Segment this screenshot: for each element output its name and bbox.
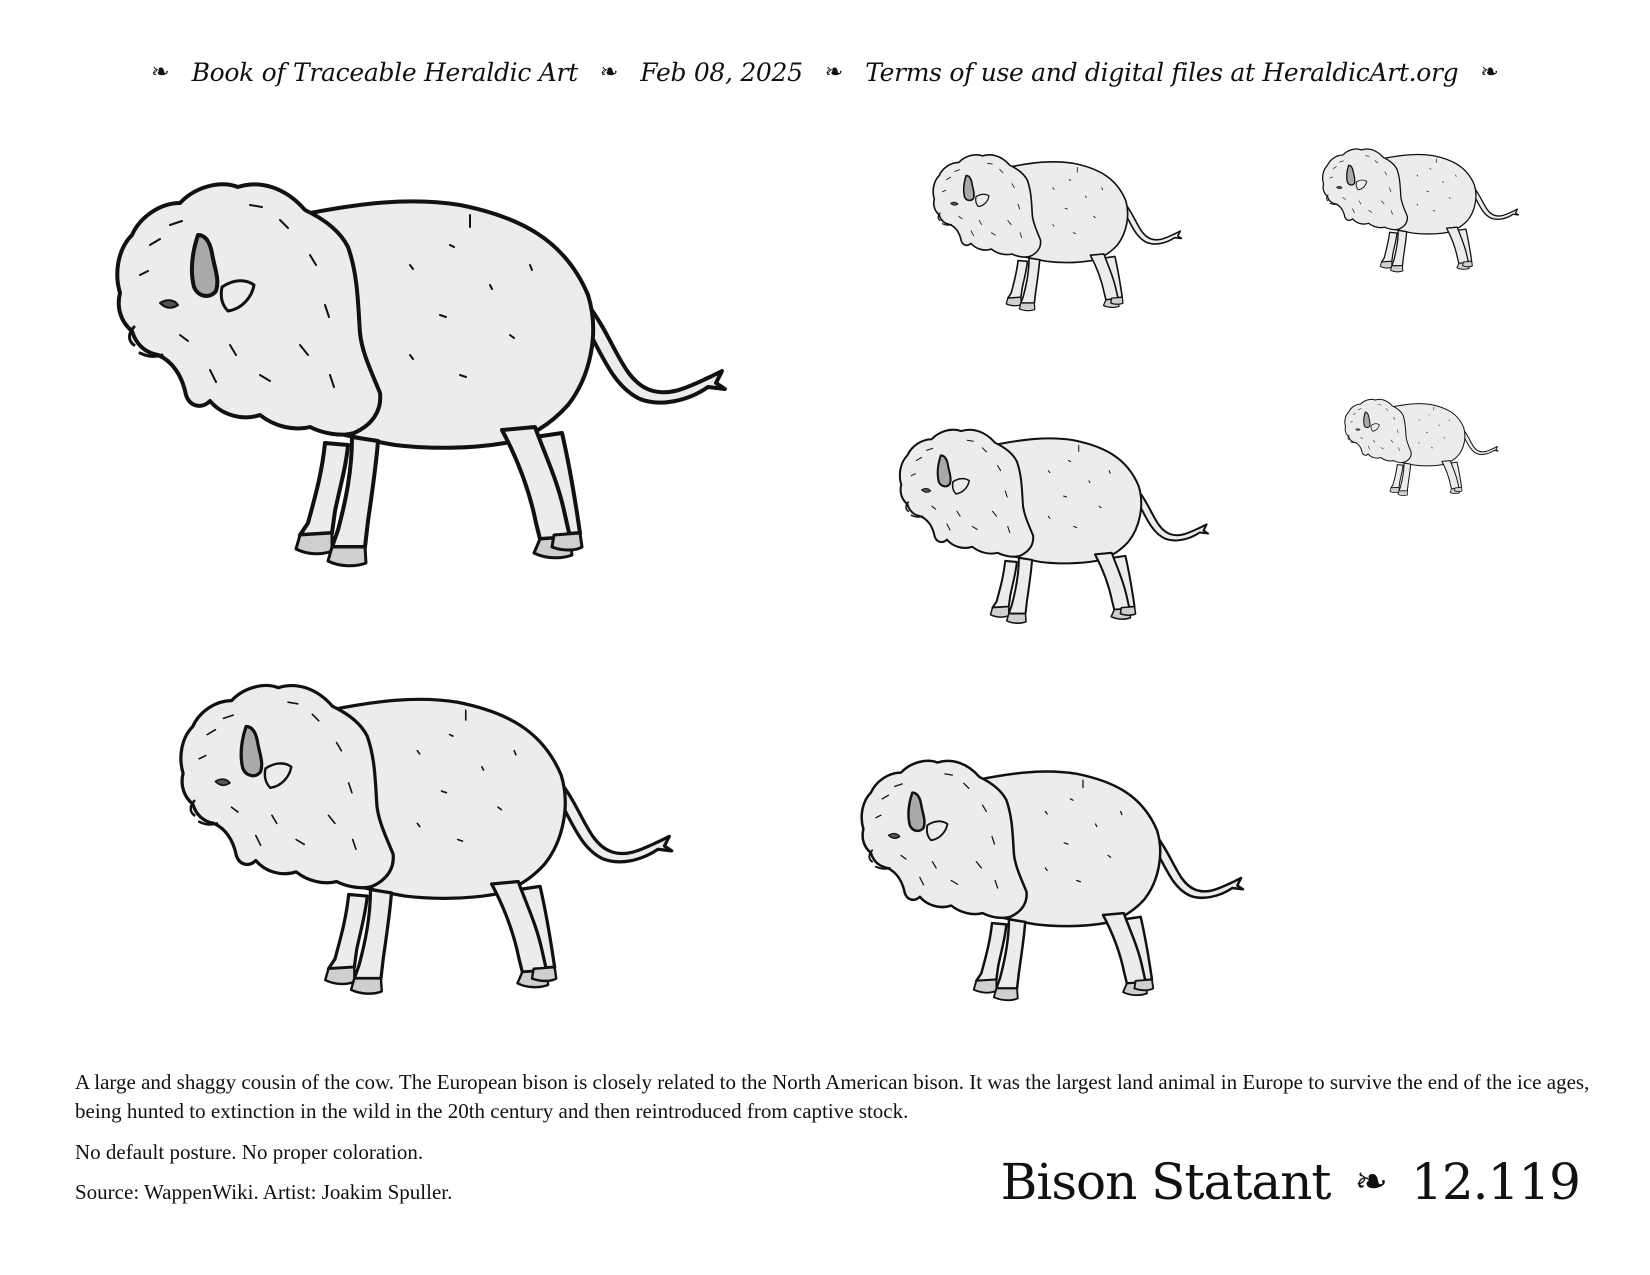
bison-statant-small	[896, 425, 1226, 636]
page-header	[0, 52, 1650, 92]
fleuron-icon: ❧	[599, 59, 619, 85]
fleuron-icon: ❧	[824, 59, 844, 85]
source-note: Source: WappenWiki. Artist: Joakim Spuller.	[75, 1180, 453, 1204]
posture-note: No default posture. No proper coloration.	[75, 1140, 424, 1164]
bison-statant-large	[110, 175, 760, 591]
bison-statant-medium	[175, 678, 700, 1014]
plate-name: Bison Statant	[1000, 1153, 1331, 1211]
fleuron-icon: ❧	[1354, 1159, 1388, 1205]
fleuron-icon: ❧	[151, 59, 170, 85]
fleuron-icon: ❧	[1480, 59, 1499, 85]
book-title: Book of Traceable Heraldic Art	[191, 57, 578, 87]
bison-statant-smallest	[1343, 397, 1507, 502]
terms-of-use: Terms of use and digital files at HeraldicArt.org	[865, 57, 1459, 87]
bison-statant-small	[930, 151, 1196, 321]
bison-statant-tiny	[1320, 146, 1530, 280]
print-date: Feb 08, 2025	[640, 57, 803, 87]
plate-title	[1001, 1150, 1580, 1214]
description: A large and shaggy cousin of the cow. The European bison is closely related to the North American bison. It was the largest land animal in Europe to survive the end of the ice ages, being hunted to extinction in the wild in the 20th century and then reintroduced from captive stock.	[75, 1070, 1590, 1123]
bison-statant-medium-small	[857, 755, 1265, 1016]
plate-number: 12.119	[1411, 1153, 1580, 1211]
